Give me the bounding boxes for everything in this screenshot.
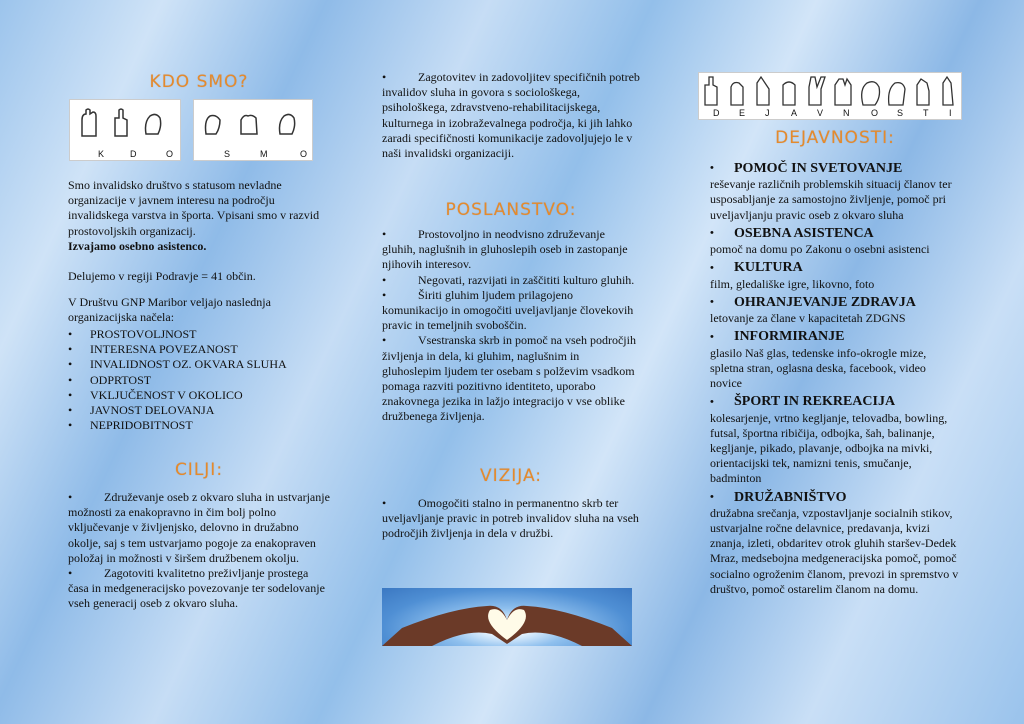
- bullet-icon: •: [68, 566, 73, 581]
- list-item: • Negovati, razvijati in zaščititi kulturo gluhih.: [382, 272, 635, 287]
- heading-kdo-smo: KDO SMO?: [149, 72, 249, 92]
- hand-sign-icon: [110, 108, 132, 138]
- principles-intro: V Društvu GNP Maribor veljajo naslednja organizacijska načela:: [68, 295, 271, 325]
- list-item: • Omogočiti stalno in permanentno skrb ter uveljavljanje pravic in potreb invalidov sluha na vseh področjih življenja in dela v družbi.: [382, 496, 639, 541]
- bullet-icon: •: [68, 387, 73, 402]
- intro-text: Smo invalidsko društvo s statusom nevladne organizacije v javnem interesu na področju invalidskega varstva in športa. Vpisani smo v razvid prostovoljskih organizacij.: [68, 178, 320, 238]
- heart-hands-photo: [382, 588, 632, 646]
- list-item: [710, 294, 960, 326]
- activity-desc: družabna srečanja, vzpostavljanje socialnih stikov, ustvarjalne ročne delavnice, predavanja, kvizi znanja, izleti, obdaritev otrok gluhih staršev-Dedek Mraz, medsebojna medgeneracijska pomoč, pomoč socialno ogroženim članom, prevozi in spremstvo v društvo, pomoč ostarelim članom na domu.: [710, 505, 959, 596]
- bullet-icon: •: [710, 227, 714, 240]
- list-item: • Zagotoviti kvalitetno preživljanje prostega časa in medgeneracijsko povezovanje ter sodelovanje vseh generacij oseb z okvaro sluha.: [68, 566, 325, 611]
- list-item: [710, 393, 960, 486]
- sign-letter: N: [843, 108, 850, 118]
- list-item: • NEPRIDOBITNOST: [68, 418, 193, 433]
- bullet-icon: •: [710, 261, 714, 274]
- sign-letter: I: [949, 108, 952, 118]
- hand-sign-icon: [238, 108, 260, 138]
- sign-letter: O: [871, 108, 879, 118]
- sign-letter: T: [923, 108, 929, 118]
- list-item: • INVALIDNOST OZ. OKVARA SLUHA: [68, 357, 287, 372]
- activity-desc: reševanje različnih problemskih situacij članov ter usposabljanje za samostojno življenje, pomoč pri uveljavljanju pravic oseb z okvaro sluha: [710, 177, 952, 222]
- sign-language-smo-image: [193, 99, 313, 161]
- column-kdo-smo: [68, 0, 330, 724]
- heading-cilji: CILJI:: [174, 460, 224, 480]
- bullet-icon: •: [68, 327, 73, 341]
- bullet-icon: •: [710, 395, 714, 408]
- bullet-icon: •: [710, 490, 714, 503]
- goals-list: [68, 490, 330, 612]
- heading-poslanstvo: POSLANSTVO:: [445, 200, 577, 220]
- list-item: [710, 489, 960, 598]
- bullet-icon: •: [68, 372, 73, 387]
- bullet-icon: •: [382, 227, 387, 241]
- sign-letter: S: [897, 108, 904, 118]
- activity-title: POMOČ IN SVETOVANJE: [734, 161, 903, 176]
- hand-sign-icon: [202, 108, 224, 138]
- activity-title: OSEBNA ASISTENCA: [734, 225, 874, 241]
- activity-desc: letovanje za člane v kapacitetah ZDGNS: [710, 311, 906, 326]
- sign-letter: E: [739, 108, 746, 118]
- activity-desc: film, gledališke igre, likovno, foto: [710, 276, 875, 291]
- heart-hands-icon: [382, 588, 632, 646]
- bullet-icon: •: [382, 496, 387, 510]
- intro-bold-text: Izvajamo osebno asistenco.: [68, 238, 207, 253]
- list-item: • PROSTOVOLJNOST: [68, 327, 197, 341]
- column-poslanstvo: [382, 0, 640, 724]
- sign-letter: M: [260, 149, 268, 159]
- list-item: • Zagotovitev in zadovoljitev specifičnih potreb invalidov sluha in govora s sociološkega, psihološkega, zdravstveno-rehabilitacijskega, kulturnega in izobraževalnega področja, ki jih lahko zaradi specifičnosti komunikacije zadovoljujejo le v naši invalidski organizaciji.: [382, 70, 640, 161]
- sign-language-kdo-image: [69, 99, 181, 161]
- list-item: • INTERESNA POVEZANOST: [68, 342, 238, 357]
- vision-list: [382, 496, 640, 542]
- list-item: [710, 160, 960, 223]
- bullet-icon: •: [382, 333, 387, 348]
- sign-language-dejavnosti-image: [698, 72, 962, 120]
- sign-letter: S: [224, 149, 231, 159]
- sign-letter: J: [765, 108, 770, 118]
- activity-desc: glasilo Naš glas, tedenske info-okrogle mize, spletna stran, oglasna deska, facebook, video novice: [710, 345, 927, 391]
- activity-title: DRUŽABNIŠTVO: [734, 489, 847, 505]
- hand-sign-icon: [276, 108, 298, 138]
- sign-letter: O: [300, 149, 308, 159]
- activity-title: KULTURA: [734, 260, 803, 276]
- bullet-icon: •: [68, 342, 73, 357]
- bullet-icon: •: [68, 490, 73, 504]
- list-item: • Združevanje oseb z okvaro sluha in ustvarjanje možnosti za enakopravno in čim bolj polno vključevanje v življenjsko, delovno in družabno okolje, saj s tem ustvarjamo pogoje za enakopraven položaj in možnosti v širšem družbenem okolju.: [68, 490, 330, 565]
- bullet-icon: •: [382, 287, 387, 302]
- activity-desc: pomoč na domu po Zakonu o osebni asistenci: [710, 242, 930, 257]
- bullet-icon: •: [710, 162, 714, 175]
- list-item: [710, 225, 960, 257]
- bullet-icon: •: [710, 330, 714, 343]
- sign-letter: D: [130, 149, 137, 159]
- column-dejavnosti: [710, 0, 960, 724]
- principles-list: [68, 327, 330, 433]
- mission-list: [382, 227, 640, 425]
- sign-letter: O: [166, 149, 174, 159]
- intro-paragraph: [68, 178, 330, 254]
- list-item: [710, 259, 960, 291]
- activity-desc: kolesarjenje, vrtno kegljanje, telovadba, bowling, futsal, športna ribičija, odbojka, šah, balinanje, kegljanje, pikado, plavanje, odbojka na mivki, orientacijski tek, namizni tenis, smučanje, badminton: [710, 410, 948, 486]
- sign-letter: K: [98, 149, 105, 159]
- bullet-icon: •: [68, 357, 73, 372]
- sign-letter: D: [713, 108, 720, 118]
- sign-letter: V: [817, 108, 824, 118]
- heading-dejavnosti: DEJAVNOSTI:: [775, 128, 895, 148]
- hand-sign-icon: [142, 108, 164, 138]
- list-item: [710, 328, 960, 391]
- hand-sign-icon: [78, 108, 100, 138]
- region-text: Delujemo v regiji Podravje = 41 občin.: [68, 269, 256, 283]
- bullet-icon: •: [68, 403, 73, 418]
- list-item: • ODPRTOST: [68, 372, 152, 387]
- list-item: • Širiti gluhim ljudem prilagojeno komunikacijo in omogočiti uveljavljanje človekovih pravic in temeljnih svoboščin.: [382, 287, 634, 333]
- bullet-icon: •: [382, 70, 387, 84]
- activity-title: ŠPORT IN REKREACIJA: [734, 394, 896, 410]
- list-item: • VKLJUČENOST V OKOLICO: [68, 387, 243, 402]
- sign-letter: A: [791, 108, 798, 118]
- heading-vizija: VIZIJA:: [479, 466, 543, 486]
- hand-signs-row-icon: [699, 75, 961, 107]
- top-goal-list: [382, 70, 640, 161]
- activity-title: OHRANJEVANJE ZDRAVJA: [734, 294, 916, 310]
- bullet-icon: •: [68, 418, 73, 433]
- activity-title: INFORMIRANJE: [734, 329, 845, 345]
- bullet-icon: •: [710, 296, 714, 309]
- activities-list: [710, 160, 960, 599]
- list-item: • JAVNOST DELOVANJA: [68, 403, 215, 418]
- list-item: • Prostovoljno in neodvisno združevanje gluhih, naglušnih in gluhoslepih oseb in zastopanje njihovih interesov.: [382, 227, 628, 272]
- bullet-icon: •: [382, 272, 387, 287]
- list-item: • Vsestranska skrb in pomoč na vseh področjih življenja in dela, ki gluhim, naglušnim in gluhoslepim ljudem ter osebam s polževim vsadkom pomaga razviti pozitivno identiteto, uporabo znakovnega jezika in lažjo integracijo v vse oblike družbenega življenja.: [382, 333, 636, 424]
